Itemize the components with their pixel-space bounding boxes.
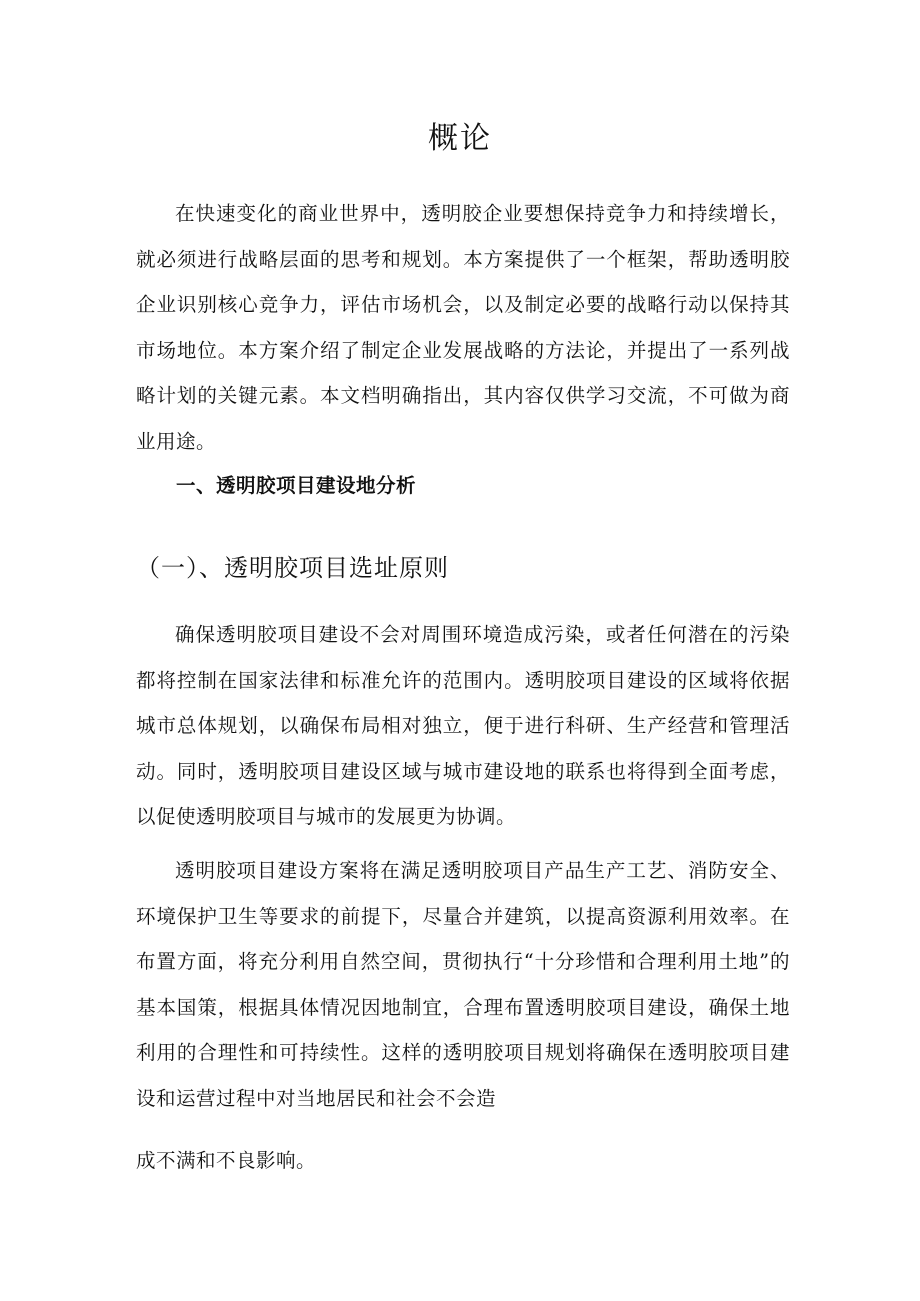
section-heading: 一、透明胶项目建设地分析	[176, 474, 417, 497]
document-title: 概论	[428, 121, 492, 156]
body-paragraph-1: 确保透明胶项目建设不会对周围环境造成污染，或者任何潜在的污染都将控制在国家法律和标准允许的范围内。透明胶项目建设的区域将依据城市总体规划，以确保布局相对独立，便于进行科研、生产经营和管理活动。同时，透明胶项目建设区域与城市建设地的联系也将得到全面考虑，以促使透明胶项目与城市的发展更为协调。	[136, 623, 790, 828]
subsection-heading: （一）、透明胶项目选址原则	[136, 554, 449, 582]
body-paragraph-2: 透明胶项目建设方案将在满足透明胶项目产品生产工艺、消防安全、环境保护卫生等要求的前提下，尽量合并建筑，以提高资源利用效率。在布置方面，将充分利用自然空间，贯彻执行“十分珍惜和合理利用土地”的基本国策，根据具体情况因地制宜，合理布置透明胶项目建设，确保土地利用的合理性和可持续性。这样的透明胶项目规划将确保在透明胶项目建设和运营过程中对当地居民和社会不会造	[136, 859, 790, 1110]
intro-paragraph: 在快速变化的商业世界中，透明胶企业要想保持竞争力和持续增长，就必须进行战略层面的思考和规划。本方案提供了一个框架，帮助透明胶企业识别核心竞争力，评估市场机会，以及制定必要的战略行动以保持其市场地位。本方案介绍了制定企业发展战略的方法论，并提出了一系列战略计划的关键元素。本文档明确指出，其内容仅供学习交流，不可做为商业用途。	[136, 202, 790, 453]
body-paragraph-2-tail: 成不满和不良影响。	[136, 1149, 317, 1172]
